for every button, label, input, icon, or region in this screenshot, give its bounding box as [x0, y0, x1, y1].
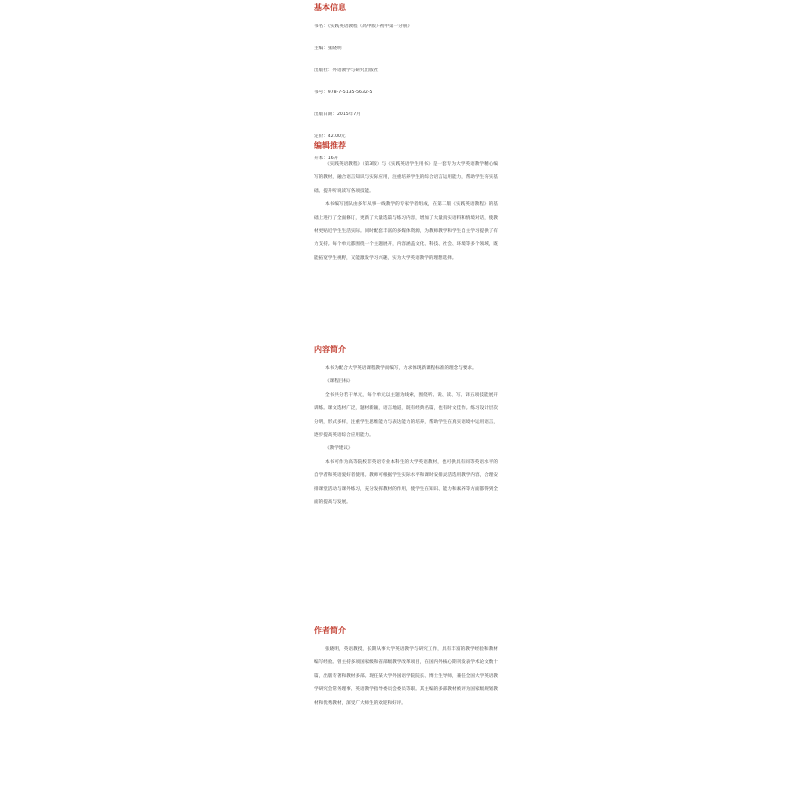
- content-intro-body: [314, 362, 498, 509]
- author-intro-section: [314, 626, 498, 710]
- content-intro-section: [314, 345, 498, 509]
- meta-publish-date: 出版日期：2015年7月: [314, 112, 361, 117]
- intro-subheading: 《教学建议》: [325, 446, 353, 452]
- meta-price: 定价：42.00元: [314, 134, 346, 139]
- intro-subheading: 《课程目标》: [325, 379, 353, 385]
- meta-publisher: 出版社：外语教学与研究出版社: [314, 68, 379, 73]
- editor-recommend-section: [314, 141, 498, 265]
- recommend-paragraph: 《实践英语教程》（第3版）与《实践英语学生用书》是一套专为大学英语教学精心编写的教材，融合语言知识与实际应用，注重培养学生的综合语言运用能力，帮助学生夯实基础、提升听说读写各项技能。: [314, 162, 498, 194]
- intro-paragraph: 本书为配合大学英语课程教学而编写，力求体现新课程标准的理念与要求。: [325, 366, 477, 371]
- basic-info-section: [314, 3, 498, 162]
- author-intro-title: 作者简介: [314, 626, 346, 635]
- meta-format: 开本：16开: [314, 156, 339, 161]
- author-intro-body: [314, 643, 498, 710]
- meta-book-name: 书名：《实践英语教程（高中版）·初中第一分册》: [314, 24, 412, 29]
- intro-paragraph: 全书共分若干单元，每个单元以主题为线索，围绕听、说、读、写、译五项技能展开训练。课文选材广泛，题材新颖，语言地道，既有经典名篇，也有时文佳作。练习设计层次分明，形式多样，注重学生思维能力与表达能力的培养，帮助学生在真实语境中运用语言，逐步提高英语综合应用能力。: [314, 392, 498, 439]
- meta-editor: 主编：张晓明: [314, 46, 342, 51]
- intro-paragraph: 本书可作为高等院校非英语专业本科生的大学英语教材，也可供具有同等英语水平的自学者和英语爱好者使用。教师可根据学生实际水平和课时安排灵活选用教学内容，合理安排课堂活动与课外练习，充分发挥教材的作用，使学生在知识、能力和素养等方面都得到全面的提高与发展。: [314, 459, 498, 506]
- editor-recommend-body: [314, 158, 498, 265]
- meta-isbn: 书号：978-7-5135-5632-5: [314, 90, 373, 95]
- basic-info-title: 基本信息: [314, 3, 346, 12]
- recommend-paragraph: 本书编写团队由多年从事一线教学的专家学者组成，在第二版《实践英语教程》的基础上进行了全面修订，更新了大量选篇与练习内容，增加了大量真实语料和情境对话，使教材更贴近学生生活实际。同时配套丰富的多媒体资源，为教师教学和学生自主学习提供了有力支持。每个单元都围绕一个主题展开，内容涵盖文化、科技、社会、环境等多个领域，既能拓宽学生视野，又能激发学习兴趣，实为大学英语教学的理想选择。: [314, 202, 498, 261]
- editor-recommend-title: 编辑推荐: [314, 141, 346, 150]
- author-paragraph: 张晓明，英语教授，长期从事大学英语教学与研究工作，具有丰富的教学经验和教材编写经验。曾主持多项国家级和省部级教学改革项目，在国内外核心期刊发表学术论文数十篇，出版专著和教材多部。现任某大学外国语学院院长、博士生导师，兼任全国大学英语教学研究会常务理事、英语教学指导委员会委员等职。其主编的多部教材被评为国家级规划教材和优秀教材，深受广大师生的欢迎和好评。: [314, 647, 498, 706]
- content-intro-title: 内容简介: [314, 345, 346, 354]
